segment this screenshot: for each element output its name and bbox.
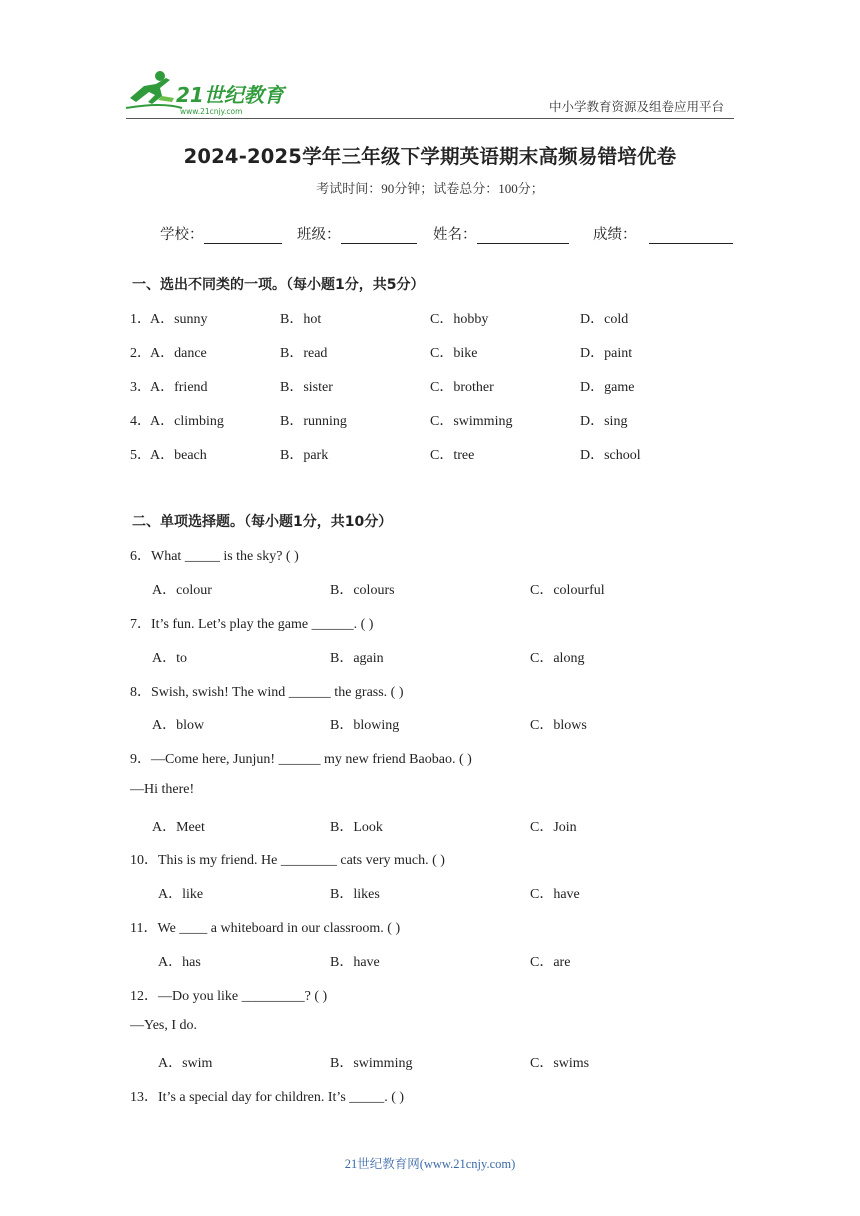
option-a[interactable]: A．sunny — [150, 312, 208, 327]
option-b[interactable]: B．blowing — [330, 718, 400, 733]
option-b[interactable]: B．Look — [330, 820, 383, 835]
option-b[interactable]: B．likes — [330, 887, 380, 902]
question-9-stem: 9．—Come here, Junjun! ______ my new friend Baobao. ( ) — [130, 752, 472, 767]
option-b[interactable]: B．hot — [280, 312, 322, 327]
question-number: 5． — [130, 448, 151, 463]
option-b[interactable]: B．again — [330, 651, 384, 666]
question-10-stem: 10．This is my friend. He ________ cats very much. ( ) — [130, 853, 445, 868]
section-1-heading: 一、选出不同类的一项。（每小题1分，共5分） — [132, 277, 425, 293]
option-b[interactable]: B．colours — [330, 583, 395, 598]
score-blank[interactable] — [649, 227, 733, 244]
class-blank[interactable] — [341, 227, 417, 244]
option-c[interactable]: C．have — [530, 887, 580, 902]
question-number: 3． — [130, 380, 151, 395]
exam-info: 考试时间：90分钟；试卷总分：100分； — [316, 181, 544, 196]
question-12-reply: —Yes, I do. — [130, 1018, 198, 1033]
question-13-stem: 13．It’s a special day for children. It’s _____. ( ) — [130, 1090, 405, 1105]
question-12-stem: 12．—Do you like _________? ( ) — [130, 989, 328, 1004]
section-2-heading: 二、单项选择题。（每小题1分，共10分） — [132, 514, 393, 530]
option-d[interactable]: D．paint — [580, 346, 633, 361]
name-field — [433, 223, 569, 244]
option-a[interactable]: A．to — [152, 651, 187, 666]
question-number: 2． — [130, 346, 151, 361]
score-field — [593, 223, 733, 244]
option-a[interactable]: A．dance — [150, 346, 207, 361]
option-c[interactable]: C．swims — [530, 1056, 590, 1071]
question-9-reply: —Hi there! — [130, 782, 195, 797]
option-c[interactable]: C．hobby — [430, 312, 489, 327]
option-a[interactable]: A．beach — [150, 448, 207, 463]
svg-text:21世纪教育: 21世纪教育 — [176, 83, 284, 107]
option-c[interactable]: C．bike — [430, 346, 478, 361]
option-a[interactable]: A．has — [158, 955, 201, 970]
option-c[interactable]: C．swimming — [430, 414, 513, 429]
school-field — [160, 223, 282, 244]
option-a[interactable]: A．blow — [152, 718, 205, 733]
runner-icon — [126, 71, 182, 108]
header-platform-text: 中小学教育资源及组卷应用平台 — [549, 100, 725, 114]
svg-text:www.21cnjy.com: www.21cnjy.com — [180, 107, 243, 116]
class-field — [297, 223, 417, 244]
question-6-stem: 6．What _____ is the sky? ( ) — [130, 549, 299, 564]
option-b[interactable]: B．have — [330, 955, 380, 970]
option-b[interactable]: B．swimming — [330, 1056, 413, 1071]
option-a[interactable]: A．friend — [150, 380, 208, 395]
question-11-stem: 11．We ____ a whiteboard in our classroom. ( ) — [130, 921, 401, 936]
header-divider — [126, 118, 734, 119]
school-blank[interactable] — [204, 227, 282, 244]
name-label: 姓名： — [433, 227, 477, 243]
option-c[interactable]: C．colourful — [530, 583, 605, 598]
option-d[interactable]: D．game — [580, 380, 635, 395]
question-8-stem: 8．Swish, swish! The wind ______ the grass. ( ) — [130, 685, 404, 700]
question-number: 1． — [130, 312, 151, 327]
option-b[interactable]: B．running — [280, 414, 347, 429]
option-d[interactable]: D．cold — [580, 312, 629, 327]
question-7-stem: 7．It’s fun. Let’s play the game ______. ( ) — [130, 617, 374, 632]
option-d[interactable]: D．school — [580, 448, 641, 463]
option-c[interactable]: C．along — [530, 651, 585, 666]
option-d[interactable]: D．sing — [580, 414, 628, 429]
score-label: 成绩： — [593, 227, 637, 243]
school-label: 学校： — [160, 227, 204, 243]
page-title: 2024-2025学年三年级下学期英语期末高频易错培优卷 — [183, 145, 677, 168]
question-number: 4． — [130, 414, 151, 429]
site-logo — [122, 68, 292, 118]
name-blank[interactable] — [477, 227, 569, 244]
option-a[interactable]: A．swim — [158, 1056, 213, 1071]
option-a[interactable]: A．Meet — [152, 820, 205, 835]
option-c[interactable]: C．are — [530, 955, 571, 970]
option-b[interactable]: B．sister — [280, 380, 333, 395]
class-label: 班级： — [297, 227, 341, 243]
option-c[interactable]: C．Join — [530, 820, 577, 835]
option-b[interactable]: B．park — [280, 448, 329, 463]
option-a[interactable]: A．colour — [152, 583, 212, 598]
option-c[interactable]: C．brother — [430, 380, 494, 395]
option-a[interactable]: A．climbing — [150, 414, 224, 429]
option-b[interactable]: B．read — [280, 346, 328, 361]
option-c[interactable]: C．tree — [430, 448, 475, 463]
option-c[interactable]: C．blows — [530, 718, 587, 733]
option-a[interactable]: A．like — [158, 887, 204, 902]
footer-link[interactable]: 21世纪教育网(www.21cnjy.com) — [344, 1157, 516, 1171]
